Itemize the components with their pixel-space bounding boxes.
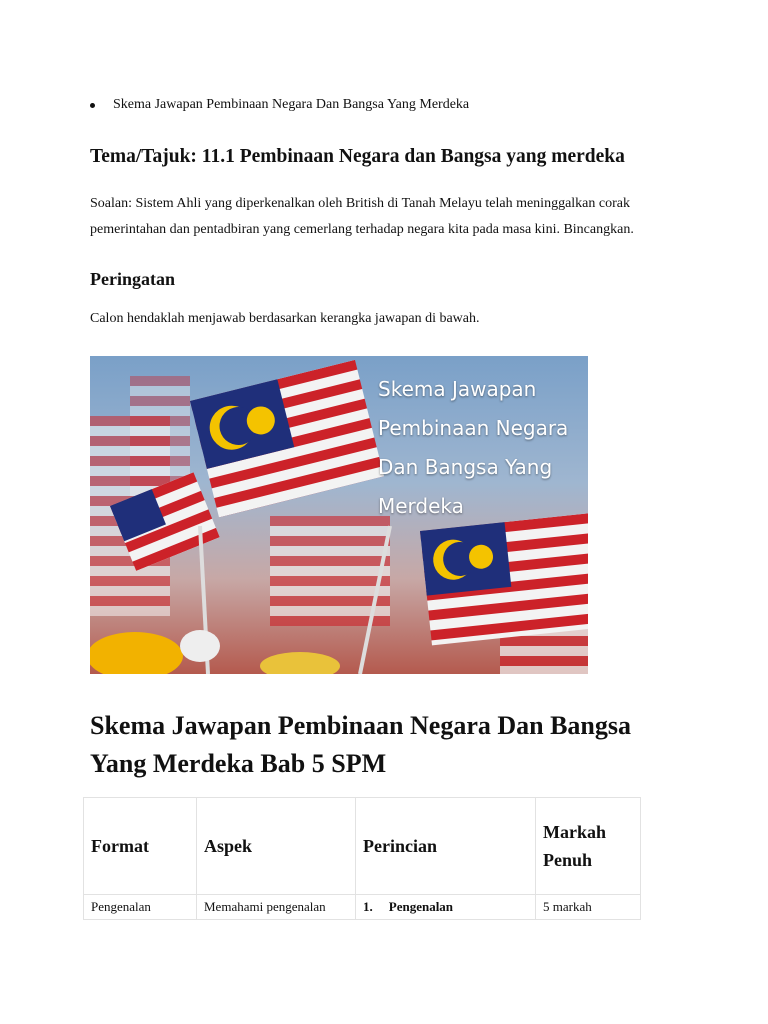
hero-title bbox=[378, 370, 588, 526]
bullet-dot bbox=[90, 103, 95, 108]
hero-title-line: Skema Jawapan bbox=[378, 377, 537, 401]
scheme-table bbox=[83, 797, 641, 920]
hero-title-line: Pembinaan Negara bbox=[378, 416, 569, 440]
detail-text: Pengenalan bbox=[388, 899, 454, 914]
cell-detail bbox=[356, 895, 536, 920]
hero-image bbox=[90, 356, 588, 674]
question-text: Soalan: Sistem Ahli yang diperkenalkan oleh British di Tanah Melayu telah meninggalkan corak pemerintahan dan pentadbiran yang cemerlang terhadap negara kita pada masa kini. Bincangkan. bbox=[90, 196, 634, 237]
header-detail: Perincian bbox=[356, 798, 536, 895]
hero-title-line: Dan Bangsa Yang bbox=[378, 455, 553, 479]
bullet-link[interactable]: Skema Jawapan Pembinaan Negara Dan Bangsa Yang Merdeka bbox=[113, 97, 470, 112]
bullet-item bbox=[90, 97, 469, 113]
warning-heading: Peringatan bbox=[90, 269, 175, 289]
header-aspect: Aspek bbox=[197, 798, 356, 895]
cell-mark: 5 markah bbox=[536, 895, 641, 920]
header-mark: Markah Penuh bbox=[536, 798, 641, 895]
cell-format: Pengenalan bbox=[84, 895, 197, 920]
topic-heading: Tema/Tajuk: 11.1 Pembinaan Negara dan Bangsa yang merdeka bbox=[90, 146, 625, 167]
table-header-row bbox=[84, 798, 641, 895]
hero-title-line: Merdeka bbox=[378, 494, 464, 518]
instruction-text: Calon hendaklah menjawab berdasarkan kerangka jawapan di bawah. bbox=[90, 311, 480, 326]
header-format: Format bbox=[84, 798, 197, 895]
main-heading: Skema Jawapan Pembinaan Negara Dan Bangsa Yang Merdeka Bab 5 SPM bbox=[90, 711, 632, 778]
cell-aspect: Memahami pengenalan bbox=[197, 895, 356, 920]
table-row bbox=[84, 895, 641, 920]
detail-number: 1. bbox=[363, 899, 373, 914]
